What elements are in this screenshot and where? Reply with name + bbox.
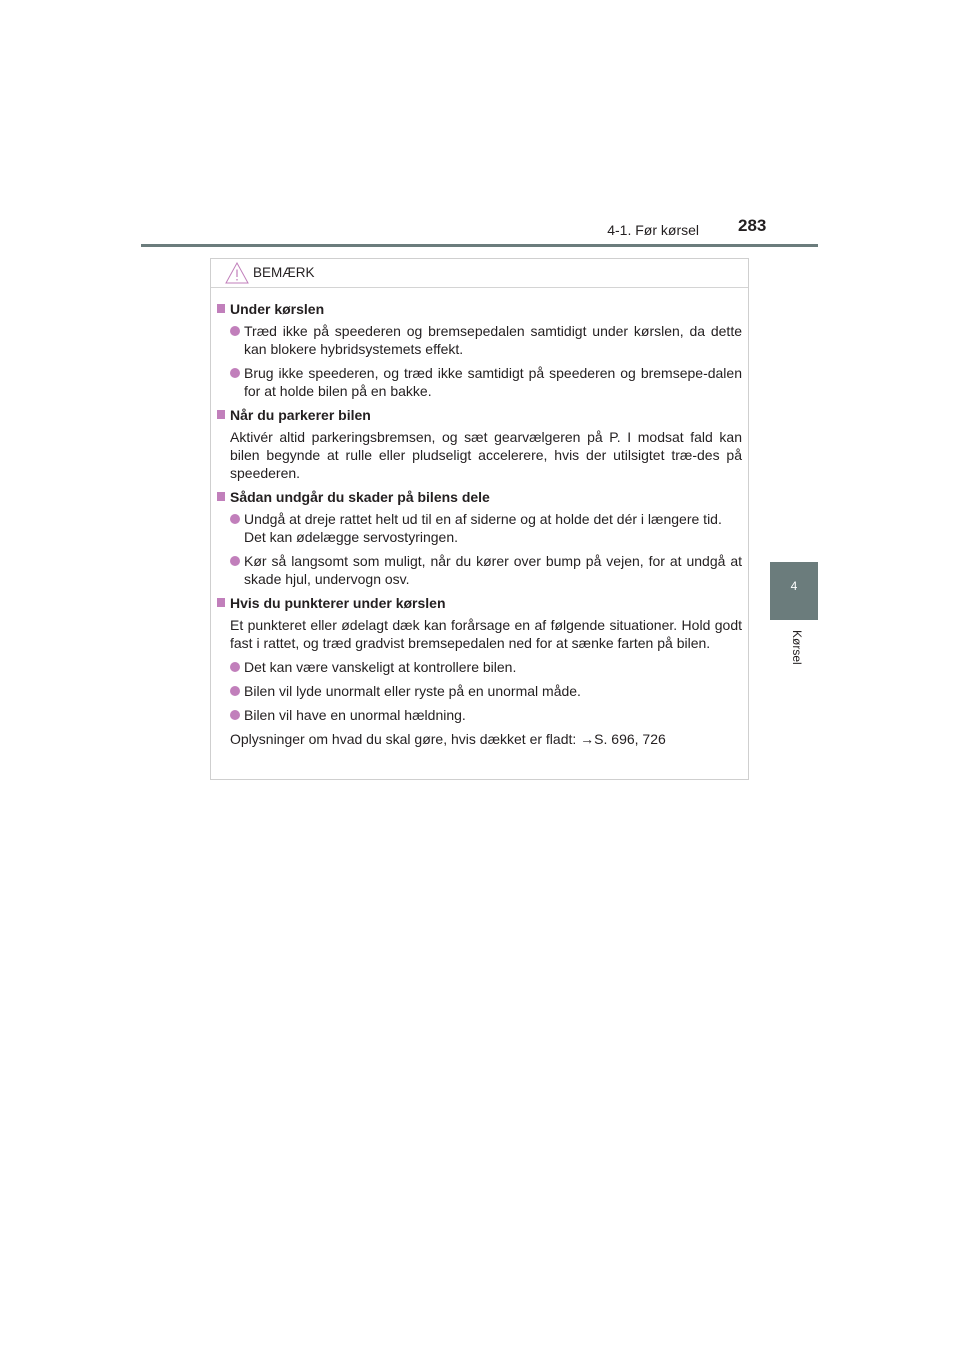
paragraph: Aktivér altid parkeringsbremsen, og sæt gearvælgeren på P. I modsat fald kan bilen begynde at rulle eller pludseligt accelerere, hvis der utilsigtet træ-des på speederen. [230,429,742,481]
bullet-icon [230,710,240,720]
bullet-icon [230,556,240,566]
list-item: Bilen vil have en unormal hældning. [230,706,742,724]
reference-line: Oplysninger om hvad du skal gøre, hvis dækket er fladt: →S. 696, 726 [230,731,666,747]
page-number: 283 [738,216,767,235]
list-item: Det kan være vanskeligt at kontrollere bilen. [230,658,742,676]
square-marker-icon [217,492,225,501]
section-heading: Sådan undgår du skader på bilens dele [217,488,742,506]
notice-box [210,258,749,780]
list-item: Undgå at dreje rattet helt ud til en af siderne og at holde det dér i længere tid. Det kan ødelægge servostyringen. [230,510,742,546]
chapter-tab: 4 [770,562,818,620]
section-heading: Hvis du punkterer under kørslen [217,594,742,612]
bullet-icon [230,368,240,378]
list-item: Bilen vil lyde unormalt eller ryste på en unormal måde. [230,682,742,700]
page-reference[interactable]: S. 696, 726 [594,731,666,747]
bullet-icon [230,686,240,696]
arrow-right-icon: → [580,731,595,747]
paragraph: Et punkteret eller ødelagt dæk kan forårsage en af følgende situationer. Hold godt fast i rattet, og træd gradvist bremsepedalen ned for at sænke farten på bilen. [230,617,742,651]
square-marker-icon [217,304,225,313]
warning-triangle-icon [225,262,249,284]
notice-title: BEMÆRK [253,265,315,280]
square-marker-icon [217,410,225,419]
header-rule [141,244,818,247]
list-item: Kør så langsomt som muligt, når du kører over bump på vejen, for at undgå at skade hjul, undervogn osv. [230,552,742,588]
square-marker-icon [217,598,225,607]
chapter-label: Kørsel [790,630,804,665]
bullet-icon [230,326,240,336]
notice-header [211,259,748,288]
bullet-icon [230,662,240,672]
bullet-icon [230,514,240,524]
section-heading: Under kørslen [217,300,742,318]
section-heading: Når du parkerer bilen [217,406,742,424]
list-item: Brug ikke speederen, og træd ikke samtidigt på speederen og bremsepe-dalen for at holde bilen på en bakke. [230,364,742,400]
section-title: 4-1. Før kørsel [607,222,699,238]
list-item: Træd ikke på speederen og bremsepedalen samtidigt under kørslen, da dette kan blokere hybridsystemets effekt. [230,322,742,358]
notice-body [211,288,748,748]
